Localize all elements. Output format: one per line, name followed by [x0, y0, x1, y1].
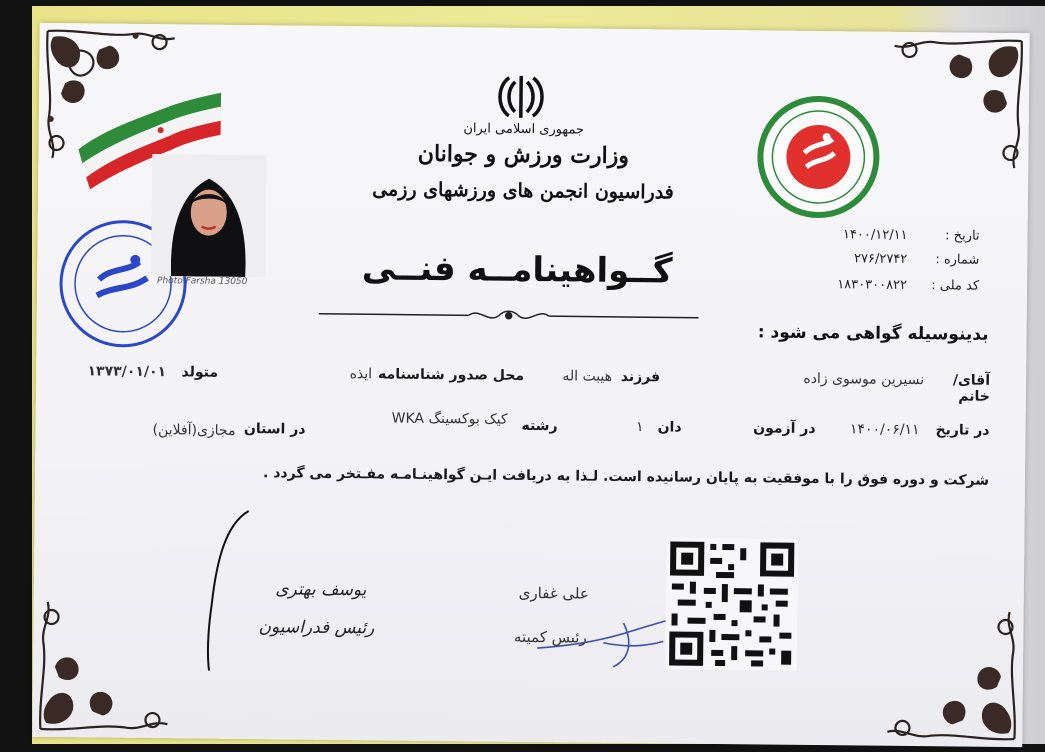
iran-emblem-icon	[493, 72, 550, 123]
ministry-heading: وزارت ورزش و جوانان	[417, 140, 630, 170]
born-label: متولد	[181, 364, 219, 381]
child-of-label: فرزند	[620, 368, 661, 386]
portrait-image	[151, 154, 266, 277]
dan-value: ۱	[635, 419, 644, 436]
issue-place-label: محل صدور شناسنامه	[378, 366, 525, 384]
province-value: مجازی(آفلاین)	[152, 422, 236, 439]
dan-label: دان	[657, 419, 682, 436]
title-divider	[319, 304, 699, 328]
field-label: رشته	[521, 417, 558, 435]
left-signer-name: یوسف بهتری	[275, 579, 367, 601]
corner-ornament-top-right	[878, 32, 1030, 184]
field-value: کیک بوکسینگ WKA	[391, 410, 508, 428]
exam-date-value: ۱۴۰۰/۰۶/۱۱	[849, 421, 920, 439]
province-label: در استان	[243, 420, 306, 438]
corner-ornament-bottom-left	[32, 587, 184, 739]
left-signer-title: رئیس فدراسیون	[258, 617, 375, 639]
certificate	[32, 23, 1029, 747]
closing-statement: شرکت و دوره فوق را با موفقیت به پایان رسانیده است. لـذا به دریافت ایـن گواهینـامـه مفـتخر می گردد .	[263, 465, 990, 489]
photo-border-left	[0, 0, 32, 752]
national-code-label: کد ملی :	[931, 278, 980, 294]
national-code-value: ۱۸۳۰۳۰۰۸۲۲	[837, 277, 908, 293]
certify-lead: بدینوسیله گواهی می شود :	[757, 322, 989, 345]
federation-seal-logo	[756, 94, 881, 219]
on-date-label: در تاریخ	[935, 422, 990, 439]
born-value: ۱۳۷۳/۰۱/۰۱	[87, 363, 167, 381]
certificate-title: گــواهینامــه فنــی	[361, 248, 673, 292]
federation-heading: فدراسیون انجمن های ورزشهای رزمی	[372, 178, 674, 204]
father-name: هیبت اله	[562, 368, 613, 385]
right-signer-name: علی غفاری	[518, 583, 590, 603]
in-exam-label: در آزمون	[753, 420, 816, 437]
holder-name: نسیرین موسوی زاده	[803, 370, 925, 389]
right-signer-title: رئیس کمیته	[513, 627, 587, 647]
number-label: شماره :	[935, 252, 980, 268]
holder-photo	[151, 154, 266, 277]
date-label: تاریخ :	[945, 228, 980, 244]
number-value: ۲۷۶/۲۷۴۲	[853, 251, 908, 267]
qr-code	[665, 537, 798, 670]
mr-ms-label: آقای/خانم	[952, 372, 991, 405]
date-value: ۱۴۰۰/۱۲/۱۱	[842, 227, 908, 243]
issue-place-value: ایذه	[349, 366, 373, 383]
photo-caption: Photo Farsha 13050	[157, 276, 248, 288]
corner-ornament-bottom-right	[872, 596, 1024, 748]
republic-heading: جمهوری اسلامی ایران	[463, 121, 585, 138]
